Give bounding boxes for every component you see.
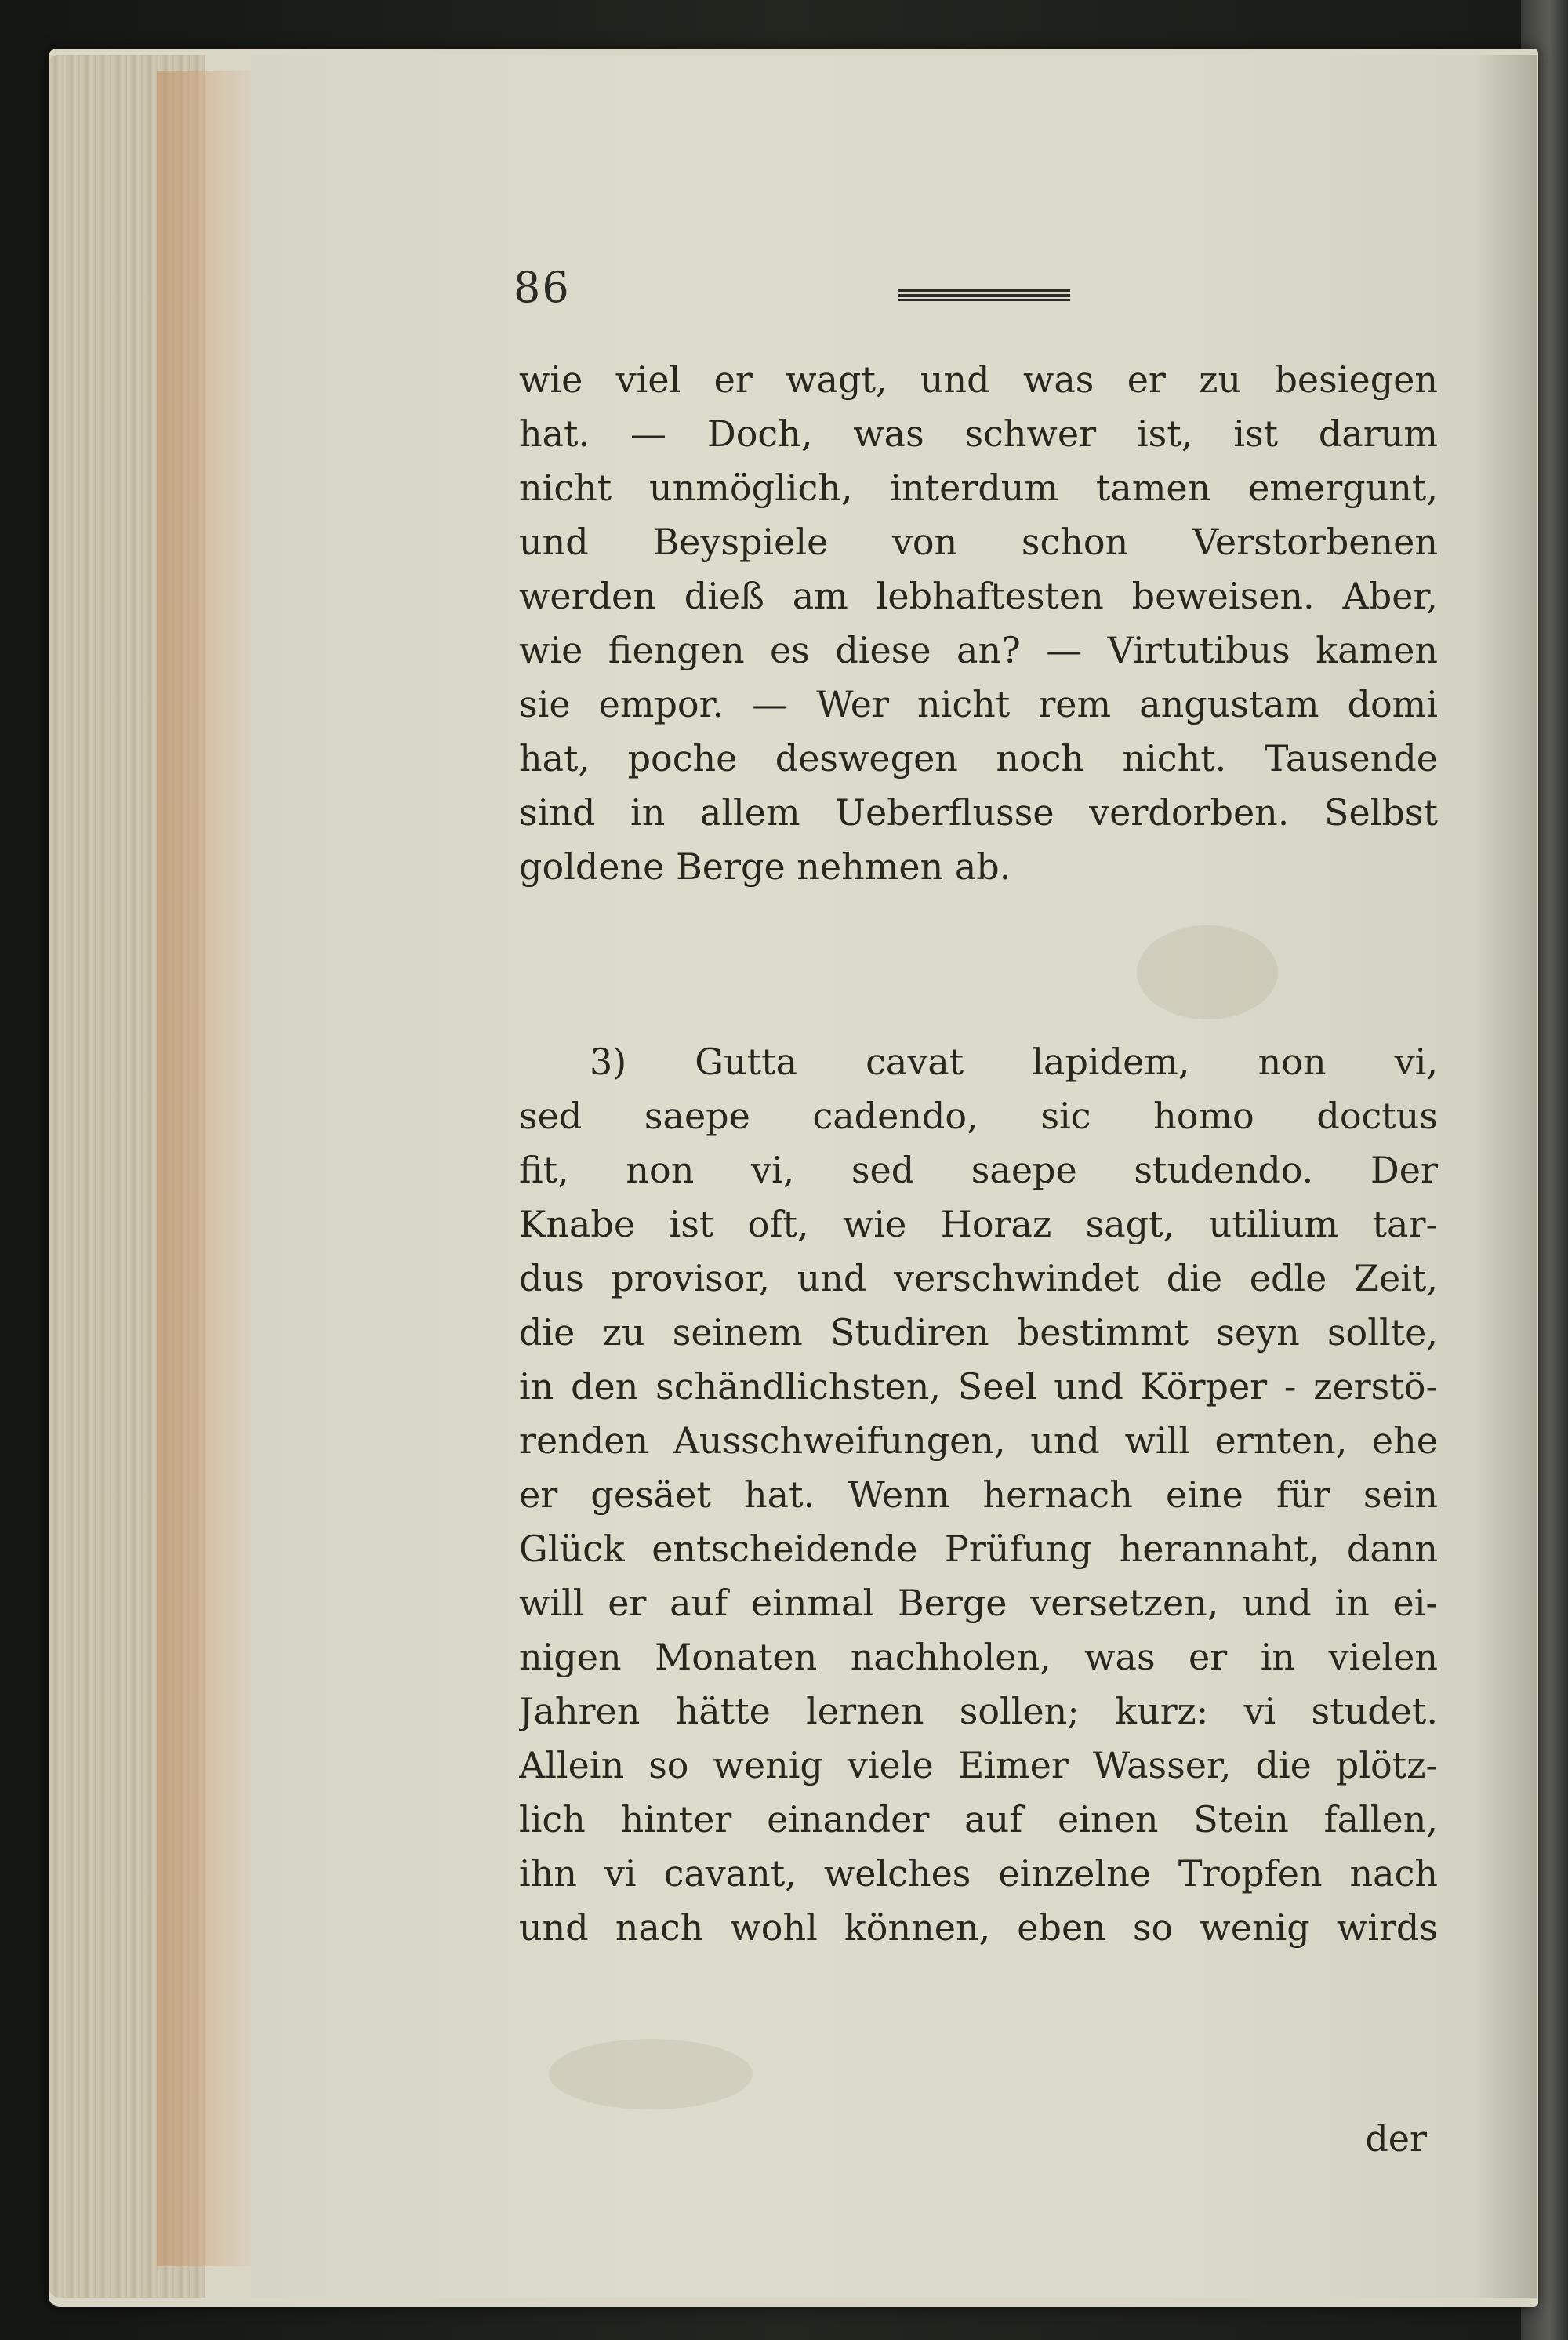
text-line: renden Ausschweifungen, und will ernten, ehe — [519, 1419, 1438, 1462]
text-line: nicht unmöglich, interdum tamen emergunt, — [519, 467, 1438, 509]
text-line: sed saepe cadendo, sic homo doctus — [519, 1095, 1438, 1137]
text-line: und nach wohl können, eben so wenig wirds — [519, 1906, 1438, 1949]
text-line: werden dieß am lebhaftesten beweisen. Aber, — [519, 575, 1438, 617]
text-line: hat. — Doch, was schwer ist, ist darum — [519, 412, 1438, 455]
text-line: dus provisor, und verschwindet die edle Zeit, — [519, 1257, 1438, 1299]
page-edge-discoloration — [157, 71, 251, 2266]
header-ornament-rule — [898, 289, 1070, 302]
text-line: lich hinter einander auf einen Stein fallen, — [519, 1798, 1438, 1840]
text-line: fit, non vi, sed saepe studendo. Der — [519, 1149, 1438, 1191]
text-line: und Beyspiele von schon Verstorbenen — [519, 521, 1438, 563]
text-line: Glück entscheidende Prüfung herannaht, dann — [519, 1528, 1438, 1570]
page-gutter-shadow — [1474, 55, 1537, 2298]
text-line: er gesäet hat. Wenn hernach eine für sein — [519, 1473, 1438, 1516]
text-line: nigen Monaten nachholen, was er in vielen — [519, 1636, 1438, 1678]
text-line: 3) Gutta cavat lapidem, non vi, — [590, 1041, 1438, 1083]
text-line: wie fiengen es diese an? — Virtutibus kamen — [519, 629, 1438, 671]
text-line: Knabe ist oft, wie Horaz sagt, utilium tar- — [519, 1203, 1438, 1245]
text-line: goldene Berge nehmen ab. — [519, 845, 1011, 888]
text-line: in den schändlichsten, Seel und Körper - zerstö- — [519, 1365, 1438, 1408]
text-line: Jahren hätte lernen sollen; kurz: vi studet. — [519, 1690, 1438, 1732]
text-line: wie viel er wagt, und was er zu besiegen — [519, 358, 1438, 401]
text-line: ihn vi cavant, welches einzelne Tropfen nach — [519, 1852, 1438, 1895]
text-line: sind in allem Ueberflusse verdorben. Selbst — [519, 791, 1438, 834]
paragraph-2 — [519, 1035, 1438, 1955]
paper-stain — [549, 2039, 753, 2109]
page-number: 86 — [514, 263, 571, 312]
text-line: hat, poche deswegen noch nicht. Tausende — [519, 737, 1438, 779]
paper-stain — [1137, 925, 1278, 1019]
text-line: sie empor. — Wer nicht rem angustam domi — [519, 683, 1438, 725]
text-line: Allein so wenig viele Eimer Wasser, die plötz- — [519, 1744, 1438, 1786]
text-line: die zu seinem Studiren bestimmt seyn sollte, — [519, 1311, 1438, 1353]
text-line: will er auf einmal Berge versetzen, und in ei- — [519, 1582, 1438, 1624]
page-header — [514, 263, 1078, 325]
paragraph-1 — [519, 353, 1438, 894]
catchword: der — [1365, 2117, 1427, 2160]
